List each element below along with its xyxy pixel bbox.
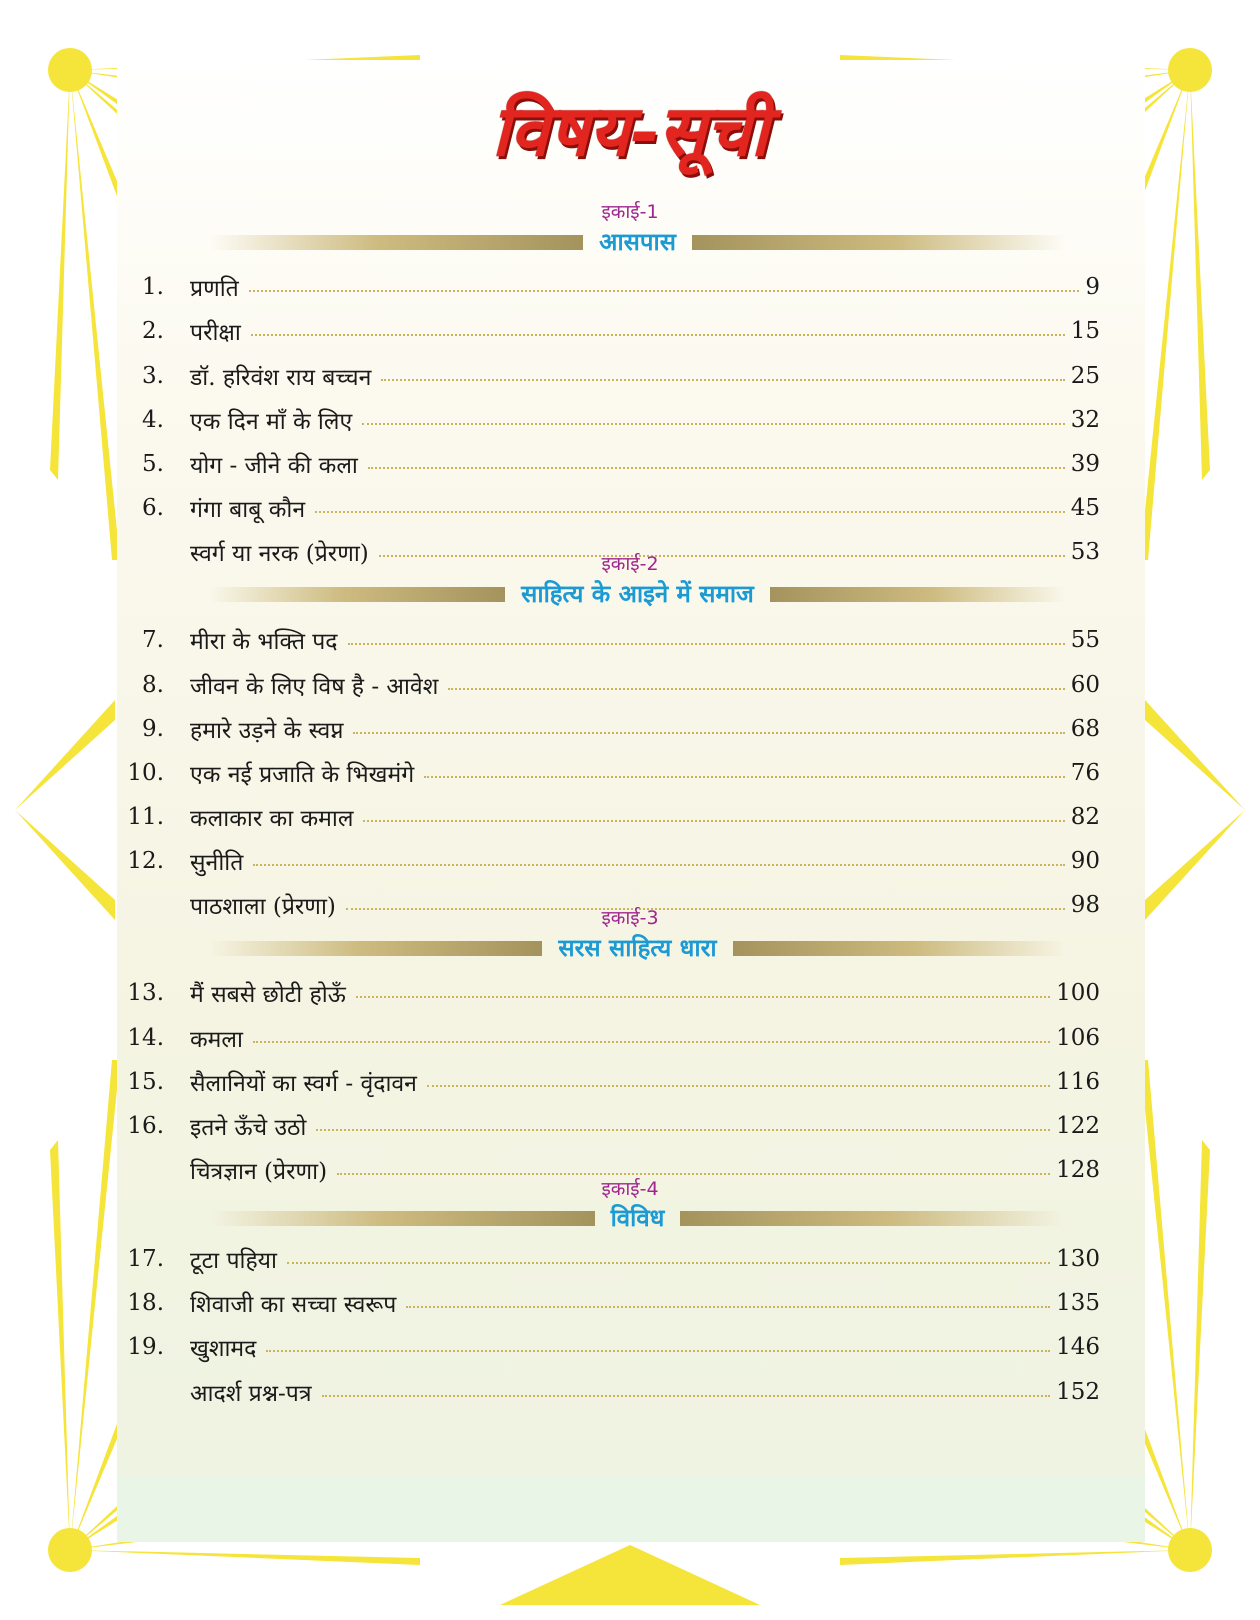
dot-leader <box>362 423 1065 425</box>
dot-leader <box>251 334 1065 336</box>
entry-number: 3. <box>142 363 164 389</box>
unit-label: इकाई-3 <box>601 907 659 929</box>
entry-number: 8. <box>142 672 164 698</box>
toc-entry[interactable] <box>120 445 1100 479</box>
entry-title: शिवाजी का सच्चा स्वरूप <box>190 1292 397 1318</box>
toc-entry[interactable] <box>120 1240 1100 1274</box>
entry-number: 13. <box>127 980 164 1006</box>
unit-header-band <box>210 582 1065 606</box>
entry-number: 18. <box>127 1290 164 1316</box>
entry-page-number: 90 <box>1070 848 1100 874</box>
entry-number: 14. <box>127 1025 164 1051</box>
band-bar-left <box>210 1211 595 1226</box>
entry-page-number: 25 <box>1070 363 1100 389</box>
toc-entry[interactable] <box>120 974 1100 1008</box>
toc-entry[interactable] <box>120 842 1100 876</box>
entry-number: 11. <box>127 804 164 830</box>
toc-entry[interactable] <box>120 401 1100 435</box>
dot-leader <box>315 511 1065 513</box>
entry-number: 9. <box>142 716 164 742</box>
entry-number: 12. <box>127 848 164 874</box>
toc-entry[interactable] <box>120 798 1100 832</box>
band-bar-right <box>733 941 1065 956</box>
entry-title: सुनीति <box>190 850 244 876</box>
dot-leader <box>316 1129 1050 1131</box>
dot-leader <box>381 379 1065 381</box>
entry-page-number: 98 <box>1070 892 1100 918</box>
page-title: विषय-सूची <box>491 89 769 172</box>
dot-leader <box>356 996 1050 998</box>
dot-leader <box>363 820 1065 822</box>
entry-title: गंगा बाबू कौन <box>190 497 306 523</box>
toc-entry[interactable] <box>120 1019 1100 1053</box>
entry-number: 19. <box>127 1334 164 1360</box>
entry-title: मैं सबसे छोटी होऊँ <box>190 982 346 1008</box>
entry-number: 10. <box>127 760 164 786</box>
unit-label: इकाई-1 <box>601 201 659 223</box>
unit-label: इकाई-2 <box>601 553 659 575</box>
toc-entry[interactable] <box>120 268 1100 302</box>
entry-title: डॉ. हरिवंश राय बच्चन <box>190 365 372 391</box>
entry-page-number: 76 <box>1070 760 1100 786</box>
band-bar-left <box>210 235 583 250</box>
toc-entry[interactable] <box>120 1107 1100 1141</box>
entry-title: कमला <box>190 1027 243 1053</box>
entry-page-number: 146 <box>1056 1334 1100 1360</box>
entry-title: परीक्षा <box>190 320 241 346</box>
entry-number: 16. <box>127 1113 164 1139</box>
band-bar-left <box>210 941 542 956</box>
entry-page-number: 60 <box>1070 672 1100 698</box>
unit-title: विविध <box>610 1204 665 1232</box>
entry-page-number: 45 <box>1070 495 1100 521</box>
dot-leader <box>424 776 1065 778</box>
dot-leader <box>448 688 1065 690</box>
toc-entry[interactable] <box>120 1328 1100 1362</box>
entry-number: 7. <box>142 627 164 653</box>
entry-page-number: 53 <box>1070 539 1100 565</box>
entry-page-number: 82 <box>1070 804 1100 830</box>
entry-title: सैलानियों का स्वर्ग - वृंदावन <box>190 1071 417 1097</box>
dot-leader <box>337 1173 1050 1175</box>
dot-leader <box>253 1041 1050 1043</box>
toc-entry[interactable] <box>120 357 1100 391</box>
toc-entry[interactable] <box>120 1284 1100 1318</box>
dot-leader <box>348 643 1065 645</box>
entry-page-number: 130 <box>1056 1246 1100 1272</box>
dot-leader <box>353 732 1065 734</box>
dot-leader <box>266 1350 1050 1352</box>
entry-title: टूटा पहिया <box>190 1248 277 1274</box>
band-bar-right <box>680 1211 1065 1226</box>
entry-title: इतने ऊँचे उठो <box>190 1115 307 1141</box>
entry-page-number: 39 <box>1070 451 1100 477</box>
entry-page-number: 106 <box>1056 1025 1100 1051</box>
unit-title: सरस साहित्य धारा <box>558 934 717 962</box>
entry-page-number: 122 <box>1056 1113 1100 1139</box>
entry-title: एक दिन माँ के लिए <box>190 409 353 435</box>
entry-title: आदर्श प्रश्न-पत्र <box>190 1381 312 1407</box>
unit-title: साहित्य के आइने में समाज <box>521 580 754 608</box>
unit-header-band <box>210 230 1065 254</box>
unit-label: इकाई-4 <box>601 1178 659 1200</box>
entry-page-number: 15 <box>1070 318 1100 344</box>
toc-entry[interactable] <box>120 1063 1100 1097</box>
toc-entry[interactable] <box>120 666 1100 700</box>
dot-leader <box>287 1262 1050 1264</box>
entry-title: पाठशाला (प्रेरणा) <box>190 894 336 920</box>
band-bar-left <box>210 587 505 602</box>
entry-page-number: 128 <box>1056 1157 1100 1183</box>
entry-title: प्रणति <box>190 276 239 302</box>
dot-leader <box>253 864 1065 866</box>
entry-number: 17. <box>127 1246 164 1272</box>
entry-title: कलाकार का कमाल <box>190 806 354 832</box>
toc-entry[interactable] <box>120 754 1100 788</box>
band-bar-right <box>770 587 1065 602</box>
entry-page-number: 135 <box>1056 1290 1100 1316</box>
entry-page-number: 100 <box>1056 980 1100 1006</box>
content-panel-footer <box>117 1476 1145 1542</box>
dot-leader <box>249 290 1079 292</box>
toc-entry[interactable] <box>120 710 1100 744</box>
entry-number: 2. <box>142 318 164 344</box>
entry-number: 4. <box>142 407 164 433</box>
entry-page-number: 32 <box>1070 407 1100 433</box>
dot-leader <box>427 1085 1050 1087</box>
dot-leader <box>406 1306 1050 1308</box>
band-bar-right <box>692 235 1065 250</box>
toc-entry[interactable] <box>120 621 1100 655</box>
entry-page-number: 68 <box>1070 716 1100 742</box>
entry-number: 6. <box>142 495 164 521</box>
entry-page-number: 116 <box>1056 1069 1100 1095</box>
entry-page-number: 9 <box>1085 274 1100 300</box>
entry-title: योग - जीने की कला <box>190 453 358 479</box>
unit-title: आसपास <box>599 228 676 256</box>
unit-header-band <box>210 1206 1065 1230</box>
toc-entry[interactable] <box>120 312 1100 346</box>
toc-entry[interactable] <box>120 489 1100 523</box>
entry-number: 15. <box>127 1069 164 1095</box>
unit-header-band <box>210 936 1065 960</box>
entry-title: स्वर्ग या नरक (प्रेरणा) <box>190 541 369 567</box>
entry-number: 1. <box>142 274 164 300</box>
entry-title: एक नई प्रजाति के भिखमंगे <box>190 762 415 788</box>
entry-page-number: 152 <box>1056 1379 1100 1405</box>
toc-entry[interactable] <box>120 1373 1100 1407</box>
dot-leader <box>368 467 1065 469</box>
entry-title: खुशामद <box>190 1336 257 1362</box>
entry-title: मीरा के भक्ति पद <box>190 629 338 655</box>
entry-title: जीवन के लिए विष है - आवेश <box>190 674 439 700</box>
dot-leader <box>322 1395 1050 1397</box>
entry-title: चित्रज्ञान (प्रेरणा) <box>190 1159 328 1185</box>
entry-title: हमारे उड़ने के स्वप्न <box>190 718 344 744</box>
entry-page-number: 55 <box>1070 627 1100 653</box>
entry-number: 5. <box>142 451 164 477</box>
